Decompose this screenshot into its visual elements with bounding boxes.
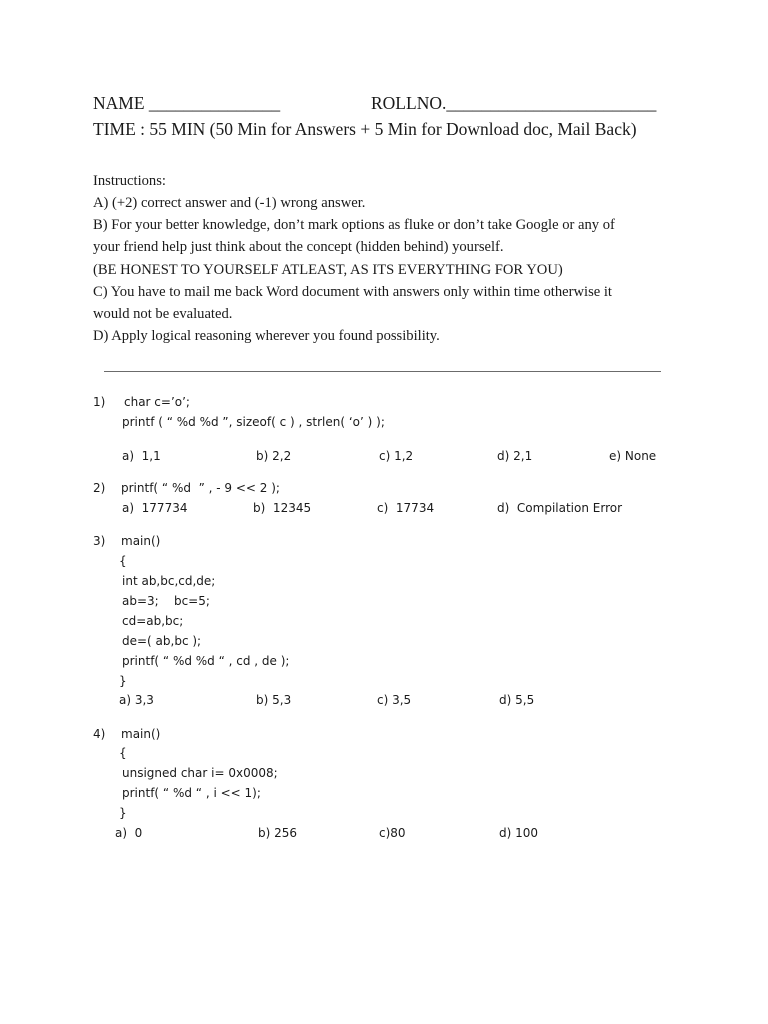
- instruction-line: A) (+2) correct answer and (-1) wrong answer.: [93, 195, 366, 211]
- option-b: b) 5,3: [256, 693, 292, 707]
- code-line: }: [119, 674, 127, 688]
- code-line: printf( “ %d %d “ , cd , de );: [122, 654, 290, 668]
- option-b: b) 12345: [253, 501, 312, 515]
- option-c: c) 3,5: [377, 693, 412, 707]
- instruction-line: D) Apply logical reasoning wherever you found possibility.: [93, 328, 440, 344]
- option-a: a) 3,3: [119, 693, 154, 707]
- question-number: 4): [93, 727, 106, 741]
- question-number: 2): [93, 481, 106, 495]
- question-number: 1): [93, 395, 106, 409]
- option-a: a) 177734: [122, 501, 188, 515]
- instructions-title: Instructions:: [93, 173, 166, 189]
- option-b: b) 2,2: [256, 449, 292, 463]
- code-line: cd=ab,bc;: [122, 614, 184, 628]
- section-divider: [104, 371, 661, 372]
- option-c: c) 17734: [377, 501, 435, 515]
- code-line: printf ( “ %d %d ”, sizeof( c ) , strlen( ‘o’ ) );: [122, 415, 385, 429]
- option-c: c) 1,2: [379, 449, 414, 463]
- code-line: {: [119, 746, 127, 760]
- option-a: a) 0: [115, 826, 143, 840]
- instruction-line: would not be evaluated.: [93, 306, 233, 322]
- question-number: 3): [93, 534, 106, 548]
- option-d: d) Compilation Error: [497, 501, 623, 515]
- option-e: e) None: [609, 449, 657, 463]
- option-d: d) 2,1: [497, 449, 533, 463]
- code-line: int ab,bc,cd,de;: [122, 574, 216, 588]
- instruction-line: (BE HONEST TO YOURSELF ATLEAST, AS ITS EVERYTHING FOR YOU): [93, 262, 563, 278]
- code-line: main(): [121, 534, 161, 548]
- rollno-field-label: ROLLNO.________________________: [371, 93, 657, 113]
- code-line: main(): [121, 727, 161, 741]
- instruction-line: B) For your better knowledge, don’t mark options as fluke or don’t take Google or any of: [93, 217, 615, 233]
- option-d: d) 100: [499, 826, 539, 840]
- code-line: de=( ab,bc );: [122, 634, 202, 648]
- option-d: d) 5,5: [499, 693, 535, 707]
- instruction-line: C) You have to mail me back Word document with answers only within time otherwise it: [93, 284, 612, 300]
- code-line: ab=3; bc=5;: [122, 594, 210, 608]
- option-b: b) 256: [258, 826, 298, 840]
- code-line: {: [119, 554, 127, 568]
- code-line: printf( “ %d ” , - 9 << 2 );: [121, 481, 280, 495]
- code-line: printf( “ %d “ , i << 1);: [122, 786, 261, 800]
- option-a: a) 1,1: [122, 449, 161, 463]
- instruction-line: your friend help just think about the concept (hidden behind) yourself.: [93, 239, 504, 255]
- code-line: char c=’o’;: [124, 395, 190, 409]
- option-c: c)80: [379, 826, 406, 840]
- name-field-label: NAME _______________: [93, 93, 281, 113]
- time-line: TIME : 55 MIN (50 Min for Answers + 5 Min for Download doc, Mail Back): [93, 119, 637, 139]
- code-line: unsigned char i= 0x0008;: [122, 766, 278, 780]
- code-line: }: [119, 806, 127, 820]
